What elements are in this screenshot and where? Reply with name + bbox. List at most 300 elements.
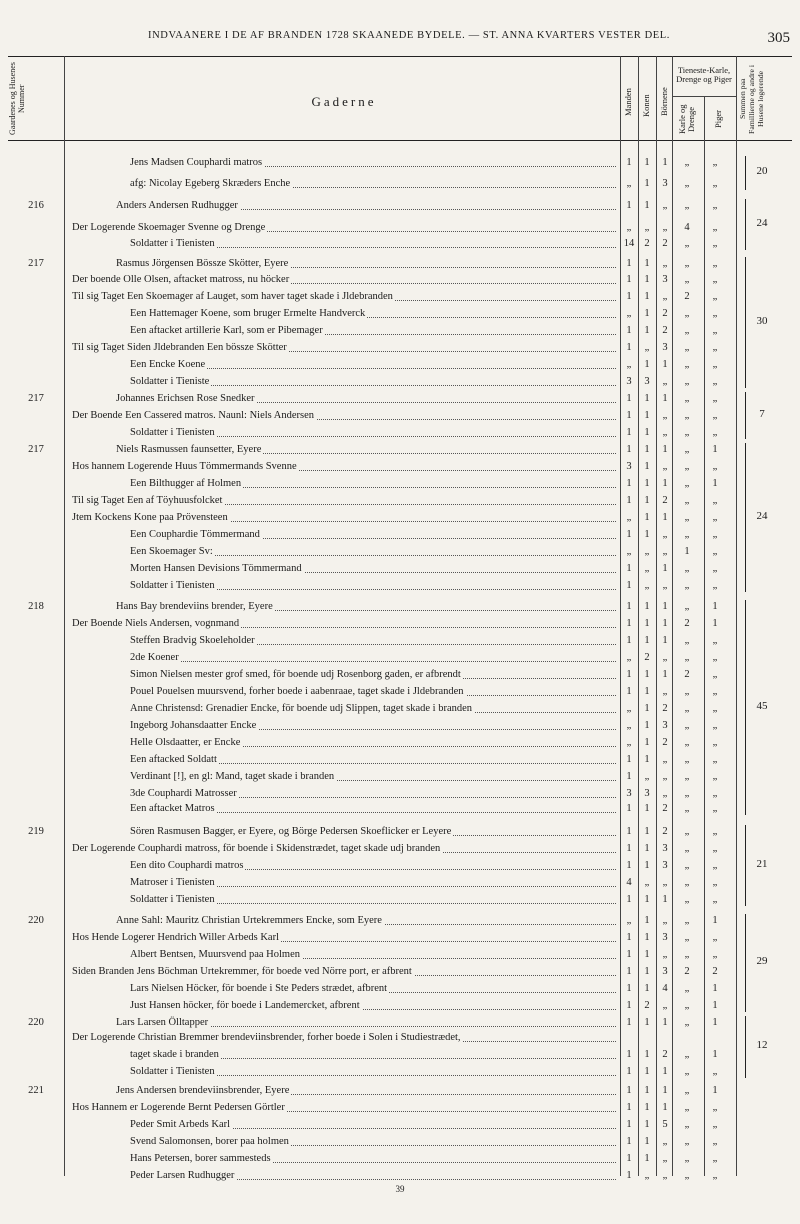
count-piger: „	[712, 427, 718, 438]
count-karle: „	[684, 788, 690, 799]
count-manden: 1	[626, 342, 632, 353]
resident-text: Johannes Erichsen Rose Snedker	[116, 393, 255, 404]
resident-entry	[116, 441, 616, 458]
resident-entry	[130, 666, 616, 683]
count-karle: „	[684, 178, 690, 189]
count-konen: 1	[644, 803, 650, 814]
resident-entry	[72, 492, 616, 509]
count-bornene: 1	[662, 1017, 668, 1028]
resident-entry	[72, 615, 616, 632]
resident-text: Peder Larsen Rudhugger	[130, 1170, 235, 1181]
resident-entry	[72, 929, 616, 946]
resident-text: Een Encke Koene	[130, 359, 206, 370]
count-manden: 1	[626, 983, 632, 994]
table-row	[0, 509, 800, 526]
table-row	[0, 891, 800, 908]
count-bornene: 1	[662, 635, 668, 646]
count-piger: 1	[712, 618, 718, 629]
count-bornene: „	[662, 1000, 668, 1011]
resident-text: Sören Rasmusen Bagger, er Eyere, og Börge Pedersen Skoeflicker er Leyere	[130, 826, 452, 837]
resident-text: Soldatter i Tienisten	[130, 580, 215, 591]
count-piger: „	[712, 157, 718, 168]
count-konen: 1	[644, 618, 650, 629]
resident-entry	[72, 219, 616, 236]
count-karle: „	[684, 478, 690, 489]
count-karle: 4	[684, 222, 690, 233]
table-row	[0, 441, 800, 458]
count-karle: „	[684, 495, 690, 506]
table-row	[0, 526, 800, 543]
resident-text: Niels Rasmussen faunsetter, Eyere	[116, 444, 262, 455]
resident-text: Anne Christensd: Grenadier Encke, för boende udj Slippen, taget skade i branden	[130, 703, 473, 714]
table-row	[0, 373, 800, 390]
table-row	[0, 997, 800, 1014]
count-karle: „	[684, 308, 690, 319]
count-piger: „	[712, 788, 718, 799]
count-piger: „	[712, 1102, 718, 1113]
count-karle: „	[684, 1170, 690, 1181]
count-bornene: 1	[662, 512, 668, 523]
resident-entry	[72, 840, 616, 857]
count-konen: „	[644, 1170, 650, 1181]
resident-entry	[72, 1099, 616, 1116]
count-bornene: „	[662, 771, 668, 782]
count-manden: 1	[626, 200, 632, 211]
count-konen: 1	[644, 1017, 650, 1028]
column-header-manden: Manden	[623, 88, 633, 116]
table-row	[0, 980, 800, 997]
count-konen: 1	[644, 1085, 650, 1096]
table-row	[0, 1133, 800, 1150]
count-konen: 1	[644, 601, 650, 612]
resident-text: Een Skoemager Sv:	[130, 546, 213, 557]
table-row	[0, 577, 800, 594]
count-konen: 1	[644, 1153, 650, 1164]
column-header-konen: Konen	[641, 94, 651, 118]
count-karle: 2	[684, 618, 690, 629]
count-karle: „	[684, 803, 690, 814]
count-manden: 1	[626, 427, 632, 438]
count-karle: „	[684, 860, 690, 871]
table-row	[0, 175, 800, 192]
count-konen: 1	[644, 1136, 650, 1147]
count-bornene: „	[662, 376, 668, 387]
house-number: 216	[28, 200, 44, 211]
count-konen: „	[644, 222, 650, 233]
resident-entry	[130, 1133, 616, 1150]
count-piger: „	[712, 274, 718, 285]
count-piger: „	[712, 563, 718, 574]
count-piger: „	[712, 635, 718, 646]
count-manden: 1	[626, 1017, 632, 1028]
count-karle: „	[684, 703, 690, 714]
resident-text: 2de Koener	[130, 652, 179, 663]
count-piger: „	[712, 1136, 718, 1147]
count-manden: 1	[626, 495, 632, 506]
count-konen: 3	[644, 376, 650, 387]
resident-entry	[130, 874, 616, 891]
count-piger: „	[712, 461, 718, 472]
header-bottom-rule	[8, 140, 792, 141]
count-karle: 1	[684, 546, 690, 557]
column-header-gaderne: Gaderne	[311, 94, 377, 109]
count-karle: „	[684, 342, 690, 353]
count-piger: „	[712, 393, 718, 404]
count-manden: „	[626, 359, 632, 370]
count-piger: „	[712, 894, 718, 905]
count-bornene: 2	[662, 238, 668, 249]
count-piger: „	[712, 877, 718, 888]
resident-entry	[130, 475, 616, 492]
count-piger: „	[712, 512, 718, 523]
count-bornene: „	[662, 949, 668, 960]
resident-entry	[130, 560, 616, 577]
count-manden: 14	[623, 238, 635, 249]
resident-text: Soldatter i Tienisten	[130, 427, 215, 438]
count-manden: 1	[626, 1102, 632, 1113]
table-row	[0, 874, 800, 891]
count-manden: 1	[626, 635, 632, 646]
family-sum: 20	[756, 165, 768, 177]
resident-entry	[130, 356, 616, 373]
resident-text: Siden Branden Jens Böchman Urtekremmer, för boede ved Nörre port, er afbrent	[72, 966, 412, 977]
count-manden: 1	[626, 1000, 632, 1011]
count-bornene: „	[662, 1153, 668, 1164]
table-row	[0, 683, 800, 700]
resident-entry	[72, 509, 616, 526]
count-manden: 1	[626, 410, 632, 421]
resident-text: Der Logerende Couphardi matross, för boende i Skidenstrædet, taget skade udj branden	[72, 843, 441, 854]
count-karle: „	[684, 258, 690, 269]
resident-entry	[130, 1063, 616, 1080]
count-konen: 1	[644, 754, 650, 765]
count-karle: „	[684, 1085, 690, 1096]
count-piger: „	[712, 860, 718, 871]
count-manden: 1	[626, 686, 632, 697]
table-row	[0, 492, 800, 509]
count-manden: „	[626, 915, 632, 926]
resident-text: Rasmus Jörgensen Bössze Skötter, Eyere	[116, 258, 289, 269]
count-bornene: „	[662, 580, 668, 591]
count-bornene: „	[662, 686, 668, 697]
resident-entry	[72, 288, 616, 305]
count-manden: 1	[626, 949, 632, 960]
count-konen: „	[644, 771, 650, 782]
tieneste-subrule	[672, 96, 736, 97]
count-bornene: 3	[662, 932, 668, 943]
resident-text: Soldatter i Tienisten	[130, 238, 215, 249]
count-piger: „	[712, 238, 718, 249]
count-karle: „	[684, 1066, 690, 1077]
resident-text: Een Couphardie Tömmermand	[130, 529, 260, 540]
resident-text: Een aftacket artillerie Karl, som er Pibemager	[130, 325, 323, 336]
count-bornene: 2	[662, 703, 668, 714]
count-konen: 1	[644, 291, 650, 302]
count-karle: 2	[684, 966, 690, 977]
count-karle: „	[684, 949, 690, 960]
count-konen: 1	[644, 932, 650, 943]
count-konen: 1	[644, 325, 650, 336]
count-konen: 1	[644, 200, 650, 211]
table-row	[0, 768, 800, 785]
count-manden: 1	[626, 826, 632, 837]
count-piger: „	[712, 826, 718, 837]
count-piger: 1	[712, 983, 718, 994]
resident-entry	[130, 1046, 616, 1063]
count-bornene: „	[662, 1170, 668, 1181]
resident-text: Hans Bay brendeviins brender, Eyere	[116, 601, 273, 612]
resident-text: Een aftacket Matros	[130, 803, 215, 814]
count-bornene: 1	[662, 359, 668, 370]
count-karle: „	[684, 1102, 690, 1113]
count-karle: „	[684, 1049, 690, 1060]
resident-entry	[130, 980, 616, 997]
count-bornene: „	[662, 652, 668, 663]
count-konen: 1	[644, 427, 650, 438]
resident-entry	[116, 912, 616, 929]
resident-entry	[130, 891, 616, 908]
resident-text: Hos Hannem er Logerende Bernt Pedersen Görtler	[72, 1102, 285, 1113]
count-manden: 1	[626, 860, 632, 871]
table-row	[0, 840, 800, 857]
resident-entry	[130, 717, 616, 734]
resident-text: Een Bilthugger af Holmen	[130, 478, 242, 489]
count-piger: „	[712, 754, 718, 765]
count-manden: 1	[626, 258, 632, 269]
count-konen: „	[644, 877, 650, 888]
count-karle: „	[684, 1153, 690, 1164]
resident-entry	[130, 526, 616, 543]
resident-entry	[130, 577, 616, 594]
house-number: 218	[28, 601, 44, 612]
resident-entry	[130, 823, 616, 840]
count-manden: 1	[626, 325, 632, 336]
count-piger: „	[712, 949, 718, 960]
resident-text: Een dito Couphardi matros	[130, 860, 244, 871]
resident-entry	[72, 963, 616, 980]
count-karle: „	[684, 843, 690, 854]
table-row	[0, 963, 800, 980]
count-karle: „	[684, 737, 690, 748]
count-bornene: „	[662, 877, 668, 888]
family-sum: 30	[756, 314, 768, 327]
table-row	[0, 946, 800, 963]
count-karle: „	[684, 720, 690, 731]
resident-text: Hos hannem Logerende Huus Tömmermands Svenne	[72, 461, 297, 472]
resident-entry	[130, 543, 616, 560]
count-manden: „	[626, 720, 632, 731]
count-manden: 1	[626, 771, 632, 782]
count-karle: „	[684, 393, 690, 404]
count-karle: „	[684, 635, 690, 646]
resident-text: afg: Nicolay Egeberg Skræders Enche	[130, 178, 291, 189]
table-row	[0, 407, 800, 424]
resident-entry	[130, 751, 616, 768]
resident-text: Ingeborg Johansdaatter Encke	[130, 720, 257, 731]
count-bornene: „	[662, 410, 668, 421]
count-konen: 1	[644, 444, 650, 455]
resident-text: Hans Petersen, borer sammesteds	[130, 1153, 271, 1164]
count-karle: „	[684, 826, 690, 837]
table-row	[0, 475, 800, 492]
resident-entry	[116, 197, 616, 214]
count-bornene: 3	[662, 720, 668, 731]
count-piger: 1	[712, 915, 718, 926]
count-piger: „	[712, 1153, 718, 1164]
resident-entry	[130, 305, 616, 322]
count-piger: „	[712, 178, 718, 189]
resident-entry	[130, 373, 616, 390]
resident-text: Simon Nielsen mester grof smed, för boende udj Rosenborg gaden, er afbrendt	[130, 669, 461, 680]
resident-text: Til sig Taget Een Skoemager af Lauget, som haver taget skade i Jldebranden	[72, 291, 393, 302]
table-row	[0, 288, 800, 305]
table-row	[0, 929, 800, 946]
count-piger: „	[712, 529, 718, 540]
count-piger: „	[712, 546, 718, 557]
count-karle: „	[684, 754, 690, 765]
table-row	[0, 1029, 800, 1046]
family-sum: 12	[756, 1039, 768, 1051]
count-bornene: 2	[662, 325, 668, 336]
resident-text: Pouel Pouelsen muursvend, forher boede i aabenraae, taget skade i Jldebranden	[130, 686, 464, 697]
table-row	[0, 1046, 800, 1063]
count-konen: 1	[644, 274, 650, 285]
resident-text: Een aftacked Soldatt	[130, 754, 217, 765]
count-bornene: 2	[662, 737, 668, 748]
resident-entry	[130, 235, 616, 252]
resident-entry	[130, 734, 616, 751]
count-piger: 1	[712, 1049, 718, 1060]
count-piger: „	[712, 686, 718, 697]
count-piger: „	[712, 652, 718, 663]
resident-text: Verdinant [!], en gl: Mand, taget skade i branden	[130, 771, 335, 782]
count-bornene: 1	[662, 157, 668, 168]
count-bornene: 5	[662, 1119, 668, 1130]
count-piger: „	[712, 410, 718, 421]
resident-entry	[116, 390, 616, 407]
resident-entry	[130, 800, 616, 817]
count-piger: „	[712, 803, 718, 814]
sum-brace	[745, 199, 746, 250]
table-row	[0, 734, 800, 751]
resident-text: Anders Andersen Rudhugger	[116, 200, 238, 211]
resident-text: Svend Salomonsen, borer paa holmen	[130, 1136, 289, 1147]
sum-brace	[745, 257, 746, 388]
count-piger: 1	[712, 478, 718, 489]
count-piger: „	[712, 843, 718, 854]
count-karle: „	[684, 915, 690, 926]
count-bornene: 2	[662, 1049, 668, 1060]
resident-entry	[130, 857, 616, 874]
count-konen: 1	[644, 410, 650, 421]
resident-entry	[130, 154, 616, 171]
count-piger: 1	[712, 1000, 718, 1011]
count-bornene: „	[662, 754, 668, 765]
table-row	[0, 751, 800, 768]
house-number: 221	[28, 1085, 44, 1096]
column-header-summen: Summen paa Famillierne og andre i Husene logerende	[738, 64, 765, 134]
count-manden: 1	[626, 291, 632, 302]
resident-entry	[130, 1116, 616, 1133]
count-karle: „	[684, 771, 690, 782]
count-karle: „	[684, 376, 690, 387]
count-manden: 3	[626, 788, 632, 799]
count-bornene: 1	[662, 618, 668, 629]
resident-entry	[130, 768, 616, 785]
family-sum: 45	[756, 699, 768, 712]
resident-text: Albert Bentsen, Muursvend paa Holmen	[130, 949, 301, 960]
resident-text: Soldatter i Tieniste	[130, 376, 210, 387]
resident-text: 3de Couphardi Matrosser	[130, 788, 237, 799]
count-piger: „	[712, 258, 718, 269]
count-konen: 1	[644, 720, 650, 731]
resident-entry	[130, 946, 616, 963]
count-manden: „	[626, 546, 632, 557]
house-number: 217	[28, 393, 44, 404]
table-row	[0, 390, 800, 407]
table-row	[0, 615, 800, 632]
count-bornene: 3	[662, 966, 668, 977]
count-konen: 1	[644, 1066, 650, 1077]
column-header-gaard: Gaardenes og Husenes Nummer	[8, 62, 26, 136]
table-row	[0, 823, 800, 840]
count-karle: 2	[684, 291, 690, 302]
table-row	[0, 649, 800, 666]
count-manden: „	[626, 737, 632, 748]
table-row	[0, 717, 800, 734]
count-bornene: „	[662, 788, 668, 799]
resident-text: Matroser i Tienisten	[130, 877, 215, 888]
resident-text: Hos Hende Logerer Hendrich Willer Arbeds Karl	[72, 932, 279, 943]
count-manden: 1	[626, 1136, 632, 1147]
resident-text: Soldatter i Tienisten	[130, 1066, 215, 1077]
count-bornene: „	[662, 258, 668, 269]
count-karle: „	[684, 461, 690, 472]
count-bornene: „	[662, 427, 668, 438]
table-row	[0, 424, 800, 441]
count-karle: „	[684, 274, 690, 285]
count-manden: 4	[626, 877, 632, 888]
count-bornene: 2	[662, 308, 668, 319]
count-bornene: 1	[662, 1066, 668, 1077]
resident-text: Een Hattemager Koene, som bruger Ermelte Handverck	[130, 308, 366, 319]
count-piger: „	[712, 291, 718, 302]
count-bornene: „	[662, 915, 668, 926]
resident-entry	[130, 700, 616, 717]
count-piger: „	[712, 703, 718, 714]
column-header-tieneste: Tieneste-Karle, Drenge og Piger	[676, 65, 732, 84]
count-piger: „	[712, 376, 718, 387]
resident-text: Lars Nielsen Höcker, för boende i Ste Peders strædet, afbrent	[130, 983, 388, 994]
resident-text: Steffen Bradvig Skoeleholder	[130, 635, 255, 646]
table-row	[0, 543, 800, 560]
resident-text: Til sig Taget Siden Jldebranden Een bössze Skötter	[72, 342, 287, 353]
resident-text: Der boende Olle Olsen, aftacket matross, nu höcker	[72, 274, 290, 285]
count-bornene: 1	[662, 894, 668, 905]
resident-entry	[130, 1150, 616, 1167]
count-piger: 1	[712, 1017, 718, 1028]
sum-brace	[745, 156, 746, 190]
count-bornene: 3	[662, 178, 668, 189]
count-manden: 1	[626, 563, 632, 574]
count-piger: 1	[712, 601, 718, 612]
count-karle: „	[684, 512, 690, 523]
count-konen: 1	[644, 915, 650, 926]
column-header-piger: Piger	[713, 110, 723, 128]
count-manden: 1	[626, 1170, 632, 1181]
table-row	[0, 1082, 800, 1099]
count-bornene: 3	[662, 342, 668, 353]
